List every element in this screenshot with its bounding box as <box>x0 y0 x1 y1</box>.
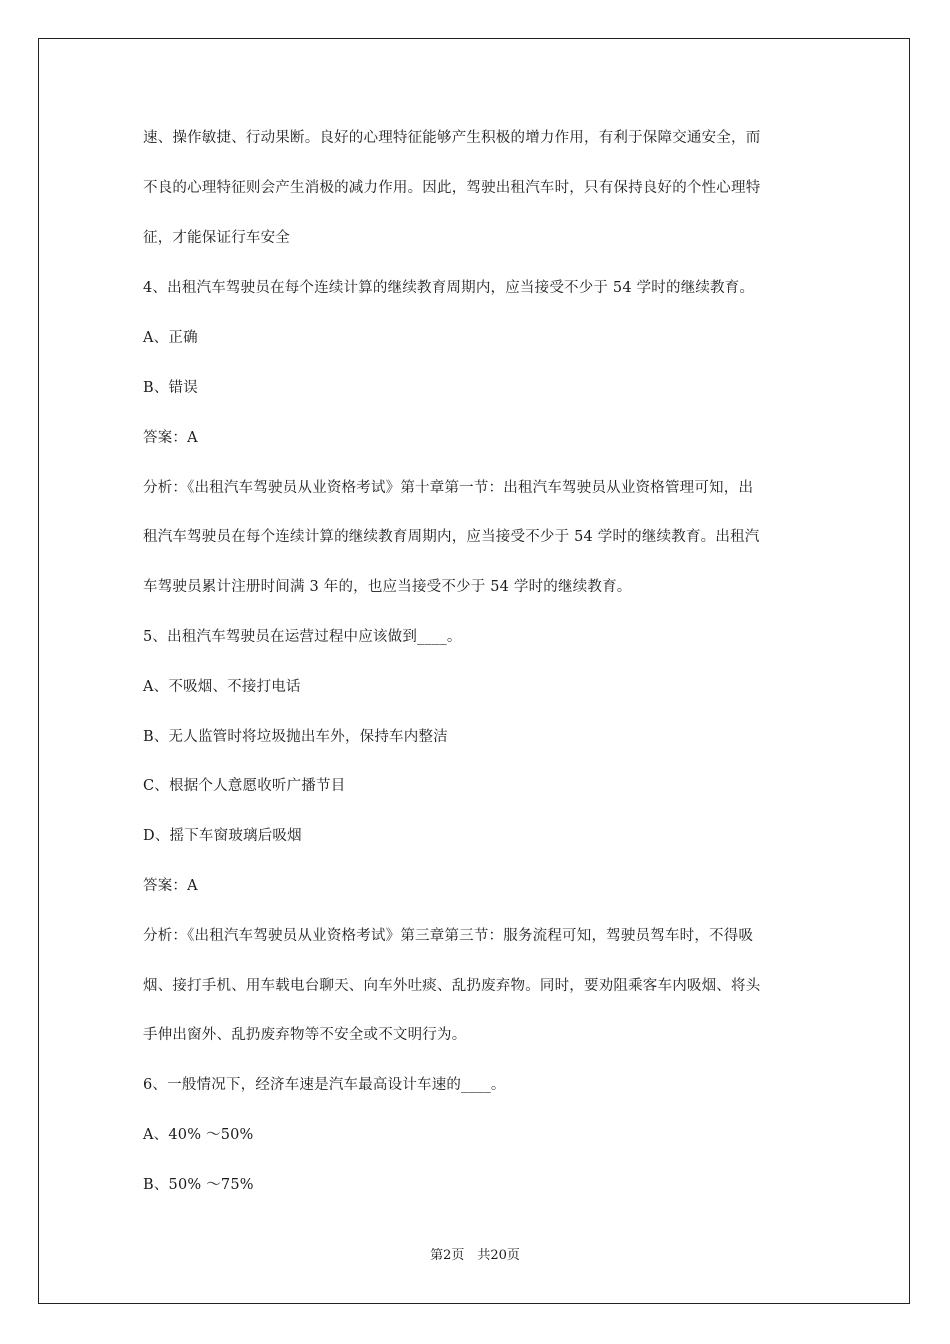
analysis-line: 烟、接打手机、用车载电台聊天、向车外吐痰、乱扔废弃物。同时，要劝阻乘客车内吸烟、将头 <box>143 978 761 994</box>
question-6: 6、一般情况下，经济车速是汽车最高设计车速的____。 <box>143 1077 506 1093</box>
analysis-line: 车驾驶员累计注册时间满 3 年的，也应当接受不少于 54 学时的继续教育。 <box>143 579 632 595</box>
option-b: B、50% ～75% <box>143 1177 254 1193</box>
option-a: A、不吸烟、不接打电话 <box>143 679 301 695</box>
analysis-line: 分析：《出租汽车驾驶员从业资格考试》第十章第一节：出租汽车驾驶员从业资格管理可知，出 <box>143 480 754 496</box>
option-b: B、错误 <box>143 380 198 396</box>
paragraph-line: 征，才能保证行车安全 <box>143 230 290 246</box>
option-a: A、正确 <box>143 330 198 346</box>
paragraph-line: 速、操作敏捷、行动果断。良好的心理特征能够产生积极的增力作用，有利于保障交通安全，而 <box>143 130 761 146</box>
question-4: 4、出租汽车驾驶员在每个连续计算的继续教育周期内，应当接受不少于 54 学时的继续教育。 <box>143 280 755 296</box>
answer: 答案：A <box>143 878 198 894</box>
analysis-line: 租汽车驾驶员在每个连续计算的继续教育周期内，应当接受不少于 54 学时的继续教育。出租汽 <box>143 529 760 545</box>
option-d: D、摇下车窗玻璃后吸烟 <box>143 828 302 844</box>
analysis-line: 分析：《出租汽车驾驶员从业资格考试》第三章第三节：服务流程可知，驾驶员驾车时，不得吸 <box>143 928 754 944</box>
option-c: C、根据个人意愿收听广播节目 <box>143 778 346 794</box>
option-a: A、40% ～50% <box>143 1127 254 1143</box>
page-footer: 第2页 共20页 <box>430 1248 520 1263</box>
question-5: 5、出租汽车驾驶员在运营过程中应该做到____。 <box>143 629 462 645</box>
answer: 答案：A <box>143 430 198 446</box>
option-b: B、无人监管时将垃圾抛出车外，保持车内整洁 <box>143 729 448 745</box>
paragraph-line: 不良的心理特征则会产生消极的减力作用。因此，驾驶出租汽车时，只有保持良好的个性心理特 <box>143 180 761 196</box>
analysis-line: 手伸出窗外、乱扔废弃物等不安全或不文明行为。 <box>143 1027 467 1043</box>
